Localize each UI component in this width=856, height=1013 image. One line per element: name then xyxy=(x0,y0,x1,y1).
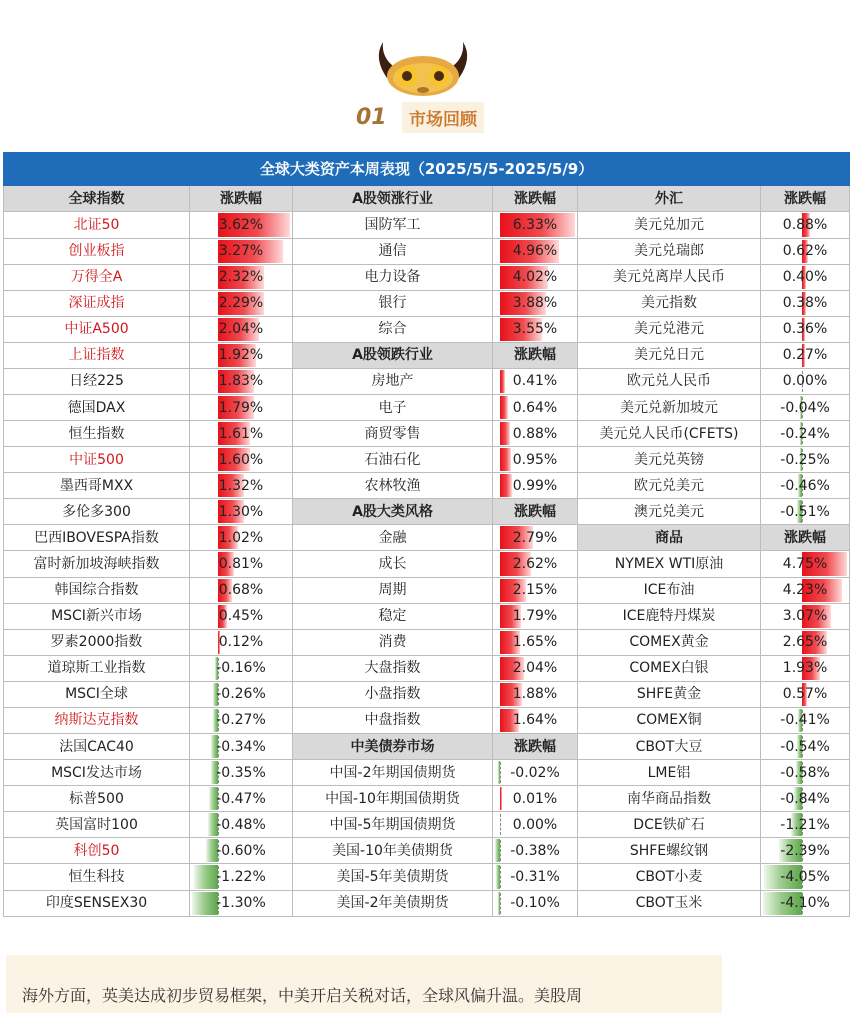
header-change: 涨跌幅 xyxy=(493,186,578,212)
change-value: 4.02% xyxy=(512,269,558,286)
row-change xyxy=(493,421,578,447)
row-name: 澳元兑美元 xyxy=(578,499,761,525)
change-value: -0.46% xyxy=(780,477,830,494)
bull-sunflower-logo xyxy=(367,38,479,100)
row-name: 中国-2年期国债期货 xyxy=(293,760,493,786)
change-value: -0.34% xyxy=(216,738,266,755)
table-row xyxy=(4,525,850,551)
row-change xyxy=(190,812,293,838)
row-name: 农林牧渔 xyxy=(293,473,493,499)
table-row xyxy=(4,368,850,394)
table-row xyxy=(4,551,850,577)
change-value: -0.16% xyxy=(216,660,266,677)
row-name: LME铝 xyxy=(578,760,761,786)
row-change xyxy=(190,238,293,264)
row-change xyxy=(761,760,850,786)
change-value: 0.88% xyxy=(782,217,828,233)
change-value: 0.00% xyxy=(782,373,828,390)
row-change xyxy=(190,447,293,473)
change-value: 0.12% xyxy=(218,634,264,651)
row-change xyxy=(190,838,293,864)
change-value: -0.24% xyxy=(780,425,830,442)
table-row xyxy=(4,812,850,838)
row-change xyxy=(761,577,850,603)
row-name: NYMEX WTI原油 xyxy=(578,551,761,577)
change-value: 1.02% xyxy=(218,529,264,546)
change-value: 1.32% xyxy=(218,477,264,494)
loss-bar xyxy=(498,892,500,916)
loss-bar xyxy=(496,865,500,888)
row-change xyxy=(493,629,578,655)
change-value: -0.60% xyxy=(216,842,266,859)
change-value: 0.36% xyxy=(782,321,828,338)
row-change xyxy=(190,603,293,629)
row-name: 美元兑人民币(CFETS) xyxy=(578,421,761,447)
row-change xyxy=(761,838,850,864)
row-change xyxy=(761,473,850,499)
row-name: 美元指数 xyxy=(578,290,761,316)
change-value: -0.58% xyxy=(780,764,830,781)
change-value: 0.01% xyxy=(512,790,558,807)
table-row xyxy=(4,499,850,525)
table-row xyxy=(4,890,850,917)
change-value: -0.38% xyxy=(510,842,560,859)
row-change xyxy=(761,551,850,577)
change-value: 3.55% xyxy=(512,321,558,338)
row-name: 中国-5年期国债期货 xyxy=(293,812,493,838)
table-row xyxy=(4,864,850,890)
change-value: 1.93% xyxy=(782,660,828,677)
change-value: -0.47% xyxy=(216,790,266,807)
change-value: -4.10% xyxy=(780,895,830,912)
header-global-index: 全球指数 xyxy=(4,186,190,212)
header-a-share-leading: A股领涨行业 xyxy=(293,186,493,212)
subheader: 商品 xyxy=(578,525,761,551)
change-value: 0.62% xyxy=(782,243,828,260)
row-name: MSCI全球 xyxy=(4,681,190,707)
row-name: 银行 xyxy=(293,290,493,316)
row-change xyxy=(190,551,293,577)
row-change xyxy=(761,212,850,238)
table-row xyxy=(4,342,850,368)
row-change xyxy=(190,212,293,238)
table-row xyxy=(4,395,850,421)
change-value: 0.88% xyxy=(512,425,558,442)
change-value: 1.79% xyxy=(512,608,558,625)
row-change xyxy=(761,864,850,890)
row-name: 美国-10年美债期货 xyxy=(293,838,493,864)
row-change xyxy=(493,395,578,421)
change-value: 1.60% xyxy=(218,451,264,468)
row-change xyxy=(493,238,578,264)
row-name: 中国-10年期国债期货 xyxy=(293,786,493,812)
change-value: 1.92% xyxy=(218,347,264,364)
row-name: 富时新加坡海峡指数 xyxy=(4,551,190,577)
row-change xyxy=(493,525,578,551)
row-name: 韩国综合指数 xyxy=(4,577,190,603)
row-name: DCE铁矿石 xyxy=(578,812,761,838)
row-name: 周期 xyxy=(293,577,493,603)
row-name: ICE鹿特丹煤炭 xyxy=(578,603,761,629)
change-value: -0.54% xyxy=(780,738,830,755)
change-value: 1.30% xyxy=(218,503,264,520)
row-change xyxy=(190,707,293,733)
row-name: 英国富时100 xyxy=(4,812,190,838)
loss-bar xyxy=(194,865,218,888)
row-name: 创业板指 xyxy=(4,238,190,264)
change-value: 1.65% xyxy=(512,634,558,651)
gain-bar xyxy=(500,396,508,419)
row-change xyxy=(190,316,293,342)
change-value: -1.21% xyxy=(780,816,830,833)
row-name: 美元兑加元 xyxy=(578,212,761,238)
change-value: 0.64% xyxy=(512,399,558,416)
change-value: 0.41% xyxy=(512,373,558,390)
change-value: 2.04% xyxy=(218,321,264,338)
row-change xyxy=(493,551,578,577)
row-change xyxy=(761,395,850,421)
row-change xyxy=(493,447,578,473)
row-change xyxy=(190,264,293,290)
table-row xyxy=(4,629,850,655)
row-name: COMEX白银 xyxy=(578,655,761,681)
row-change xyxy=(493,707,578,733)
row-change xyxy=(761,447,850,473)
header-fx: 外汇 xyxy=(578,186,761,212)
change-value: 2.79% xyxy=(512,529,558,546)
change-value: 2.29% xyxy=(218,295,264,312)
row-name: 成长 xyxy=(293,551,493,577)
section-number: 01 xyxy=(356,104,387,130)
header-change: 涨跌幅 xyxy=(761,186,850,212)
change-value: 0.27% xyxy=(782,347,828,364)
change-value: -0.31% xyxy=(510,868,560,885)
change-value: 4.23% xyxy=(782,582,828,599)
row-change xyxy=(190,577,293,603)
change-value: 1.64% xyxy=(512,712,558,729)
change-value: -1.30% xyxy=(216,895,266,912)
table-row xyxy=(4,760,850,786)
commentary-text: 海外方面，英美达成初步贸易框架，中美开启关税对话，全球风偏升温。美股周 xyxy=(22,986,583,1005)
row-change xyxy=(190,473,293,499)
header-change: 涨跌幅 xyxy=(190,186,293,212)
change-value: 0.38% xyxy=(782,295,828,312)
row-change xyxy=(190,342,293,368)
row-name: 欧元兑美元 xyxy=(578,473,761,499)
table-row xyxy=(4,577,850,603)
change-value: 3.27% xyxy=(218,243,264,260)
change-value: 2.15% xyxy=(512,582,558,599)
row-change xyxy=(493,760,578,786)
row-change xyxy=(761,734,850,760)
subheader-change: 涨跌幅 xyxy=(493,342,578,368)
row-name: 印度SENSEX30 xyxy=(4,890,190,917)
change-value: 3.88% xyxy=(512,295,558,312)
subheader: 中美债券市场 xyxy=(293,734,493,760)
row-change xyxy=(190,421,293,447)
row-name: 法国CAC40 xyxy=(4,734,190,760)
row-change xyxy=(761,264,850,290)
row-change xyxy=(761,316,850,342)
row-change xyxy=(190,290,293,316)
row-name: 美国-2年美债期货 xyxy=(293,890,493,917)
change-value: 1.88% xyxy=(512,686,558,703)
row-change xyxy=(190,395,293,421)
row-change xyxy=(493,577,578,603)
zero-axis xyxy=(500,840,501,861)
row-change xyxy=(190,629,293,655)
row-change xyxy=(761,290,850,316)
row-name: 纳斯达克指数 xyxy=(4,707,190,733)
change-value: 2.65% xyxy=(782,634,828,651)
change-value: 0.45% xyxy=(218,608,264,625)
row-change xyxy=(493,473,578,499)
row-change xyxy=(761,655,850,681)
row-name: 大盘指数 xyxy=(293,655,493,681)
table-row xyxy=(4,838,850,864)
change-value: 1.79% xyxy=(218,399,264,416)
table-row xyxy=(4,473,850,499)
row-name: 消费 xyxy=(293,629,493,655)
row-name: ICE布油 xyxy=(578,577,761,603)
row-name: 德国DAX xyxy=(4,395,190,421)
change-value: -0.84% xyxy=(780,790,830,807)
row-change xyxy=(190,499,293,525)
row-name: 商贸零售 xyxy=(293,421,493,447)
change-value: 2.32% xyxy=(218,269,264,286)
row-change xyxy=(493,316,578,342)
row-change xyxy=(761,681,850,707)
row-name: 美元兑瑞郎 xyxy=(578,238,761,264)
commentary-box xyxy=(6,955,722,1013)
change-value: -0.02% xyxy=(510,764,560,781)
row-change xyxy=(761,603,850,629)
row-name: SHFE黄金 xyxy=(578,681,761,707)
change-value: -0.10% xyxy=(510,895,560,912)
row-change xyxy=(761,342,850,368)
row-name: MSCI发达市场 xyxy=(4,760,190,786)
table-row xyxy=(4,238,850,264)
row-change xyxy=(190,525,293,551)
gain-bar xyxy=(500,787,502,810)
change-value: 0.00% xyxy=(512,816,558,833)
row-name: CBOT小麦 xyxy=(578,864,761,890)
change-value: 0.99% xyxy=(512,477,558,494)
table-row xyxy=(4,447,850,473)
row-change xyxy=(190,786,293,812)
row-name: 罗素2000指数 xyxy=(4,629,190,655)
subheader-change: 涨跌幅 xyxy=(493,734,578,760)
change-value: -0.04% xyxy=(780,399,830,416)
row-name: 房地产 xyxy=(293,368,493,394)
section-title xyxy=(356,102,484,132)
row-change xyxy=(493,681,578,707)
row-change xyxy=(493,368,578,394)
row-name: 电子 xyxy=(293,395,493,421)
loss-bar xyxy=(192,892,218,916)
row-change xyxy=(761,812,850,838)
change-value: -0.41% xyxy=(780,712,830,729)
row-name: 通信 xyxy=(293,238,493,264)
change-value: 0.68% xyxy=(218,582,264,599)
subheader: A股领跌行业 xyxy=(293,342,493,368)
subheader-change: 涨跌幅 xyxy=(761,525,850,551)
row-name: 北证50 xyxy=(4,212,190,238)
row-name: 综合 xyxy=(293,316,493,342)
row-change xyxy=(190,655,293,681)
row-name: 巴西IBOVESPA指数 xyxy=(4,525,190,551)
row-change xyxy=(493,603,578,629)
row-name: 科创50 xyxy=(4,838,190,864)
gain-bar xyxy=(500,448,511,471)
row-name: 万得全A xyxy=(4,264,190,290)
change-value: 4.75% xyxy=(782,556,828,573)
row-change xyxy=(190,890,293,917)
table-row xyxy=(4,734,850,760)
row-name: 恒生指数 xyxy=(4,421,190,447)
table-row xyxy=(4,290,850,316)
row-name: 稳定 xyxy=(293,603,493,629)
row-change xyxy=(761,786,850,812)
row-name: COMEX黄金 xyxy=(578,629,761,655)
row-change xyxy=(493,864,578,890)
change-value: 0.57% xyxy=(782,686,828,703)
change-value: -4.05% xyxy=(780,868,830,885)
change-value: 2.04% xyxy=(512,660,558,677)
row-change xyxy=(761,707,850,733)
row-change xyxy=(190,760,293,786)
change-value: -0.26% xyxy=(216,686,266,703)
row-change xyxy=(493,212,578,238)
change-value: -0.27% xyxy=(216,712,266,729)
row-name: 欧元兑人民币 xyxy=(578,368,761,394)
row-name: 南华商品指数 xyxy=(578,786,761,812)
row-change xyxy=(493,838,578,864)
change-value: 3.62% xyxy=(218,217,264,233)
table-row xyxy=(4,212,850,238)
zero-axis xyxy=(500,893,501,915)
row-change xyxy=(493,890,578,917)
table-row xyxy=(4,264,850,290)
table-row xyxy=(4,421,850,447)
gain-bar xyxy=(500,370,505,393)
row-change xyxy=(493,264,578,290)
row-name: 深证成指 xyxy=(4,290,190,316)
row-name: 电力设备 xyxy=(293,264,493,290)
table-row xyxy=(4,316,850,342)
row-name: 美元兑新加坡元 xyxy=(578,395,761,421)
change-value: 1.83% xyxy=(218,373,264,390)
row-name: 美元兑日元 xyxy=(578,342,761,368)
gain-bar xyxy=(500,474,512,497)
row-change xyxy=(190,681,293,707)
row-change xyxy=(493,786,578,812)
row-name: 国防军工 xyxy=(293,212,493,238)
row-name: 多伦多300 xyxy=(4,499,190,525)
row-name: 中证500 xyxy=(4,447,190,473)
row-change xyxy=(761,499,850,525)
row-name: 小盘指数 xyxy=(293,681,493,707)
change-value: 3.07% xyxy=(782,608,828,625)
row-change xyxy=(493,290,578,316)
change-value: -0.25% xyxy=(780,451,830,468)
section-label: 市场回顾 xyxy=(402,102,484,133)
row-change xyxy=(190,864,293,890)
table-row xyxy=(4,655,850,681)
row-change xyxy=(761,629,850,655)
row-name: 美国-5年美债期货 xyxy=(293,864,493,890)
subheader: A股大类风格 xyxy=(293,499,493,525)
loss-bar xyxy=(498,761,500,784)
change-value: 4.96% xyxy=(512,243,558,260)
row-name: 美元兑离岸人民币 xyxy=(578,264,761,290)
change-value: 6.33% xyxy=(512,217,558,233)
change-value: -0.48% xyxy=(216,816,266,833)
change-value: -1.22% xyxy=(216,868,266,885)
table-row xyxy=(4,603,850,629)
row-name: 道琼斯工业指数 xyxy=(4,655,190,681)
row-change xyxy=(190,368,293,394)
row-change xyxy=(761,238,850,264)
row-name: 石油石化 xyxy=(293,447,493,473)
change-value: 0.95% xyxy=(512,451,558,468)
change-value: 0.81% xyxy=(218,556,264,573)
row-name: 金融 xyxy=(293,525,493,551)
row-name: 上证指数 xyxy=(4,342,190,368)
weekly-performance-table xyxy=(3,152,850,917)
row-name: 中盘指数 xyxy=(293,707,493,733)
row-name: 标普500 xyxy=(4,786,190,812)
gain-bar xyxy=(500,422,510,445)
row-name: 日经225 xyxy=(4,368,190,394)
row-change xyxy=(493,812,578,838)
change-value: -2.39% xyxy=(780,842,830,859)
subheader-change: 涨跌幅 xyxy=(493,499,578,525)
zero-axis xyxy=(500,866,501,887)
change-value: 2.62% xyxy=(512,556,558,573)
row-change xyxy=(761,368,850,394)
loss-bar xyxy=(495,839,500,862)
row-name: MSCI新兴市场 xyxy=(4,603,190,629)
table-row xyxy=(4,681,850,707)
row-name: COMEX铜 xyxy=(578,707,761,733)
row-change xyxy=(190,734,293,760)
row-change xyxy=(761,890,850,917)
row-name: CBOT大豆 xyxy=(578,734,761,760)
change-value: -0.51% xyxy=(780,503,830,520)
row-name: 中证A500 xyxy=(4,316,190,342)
table-row xyxy=(4,786,850,812)
table-row xyxy=(4,707,850,733)
row-change xyxy=(493,655,578,681)
row-name: CBOT玉米 xyxy=(578,890,761,917)
change-value: 1.61% xyxy=(218,425,264,442)
zero-axis xyxy=(500,814,501,835)
row-name: 美元兑港元 xyxy=(578,316,761,342)
row-name: SHFE螺纹钢 xyxy=(578,838,761,864)
change-value: -0.35% xyxy=(216,764,266,781)
row-name: 墨西哥MXX xyxy=(4,473,190,499)
change-value: 0.40% xyxy=(782,269,828,286)
row-name: 恒生科技 xyxy=(4,864,190,890)
row-change xyxy=(761,421,850,447)
zero-axis xyxy=(500,762,501,783)
table-title: 全球大类资产本周表现（2025/5/5-2025/5/9） xyxy=(4,153,850,186)
row-name: 美元兑英镑 xyxy=(578,447,761,473)
